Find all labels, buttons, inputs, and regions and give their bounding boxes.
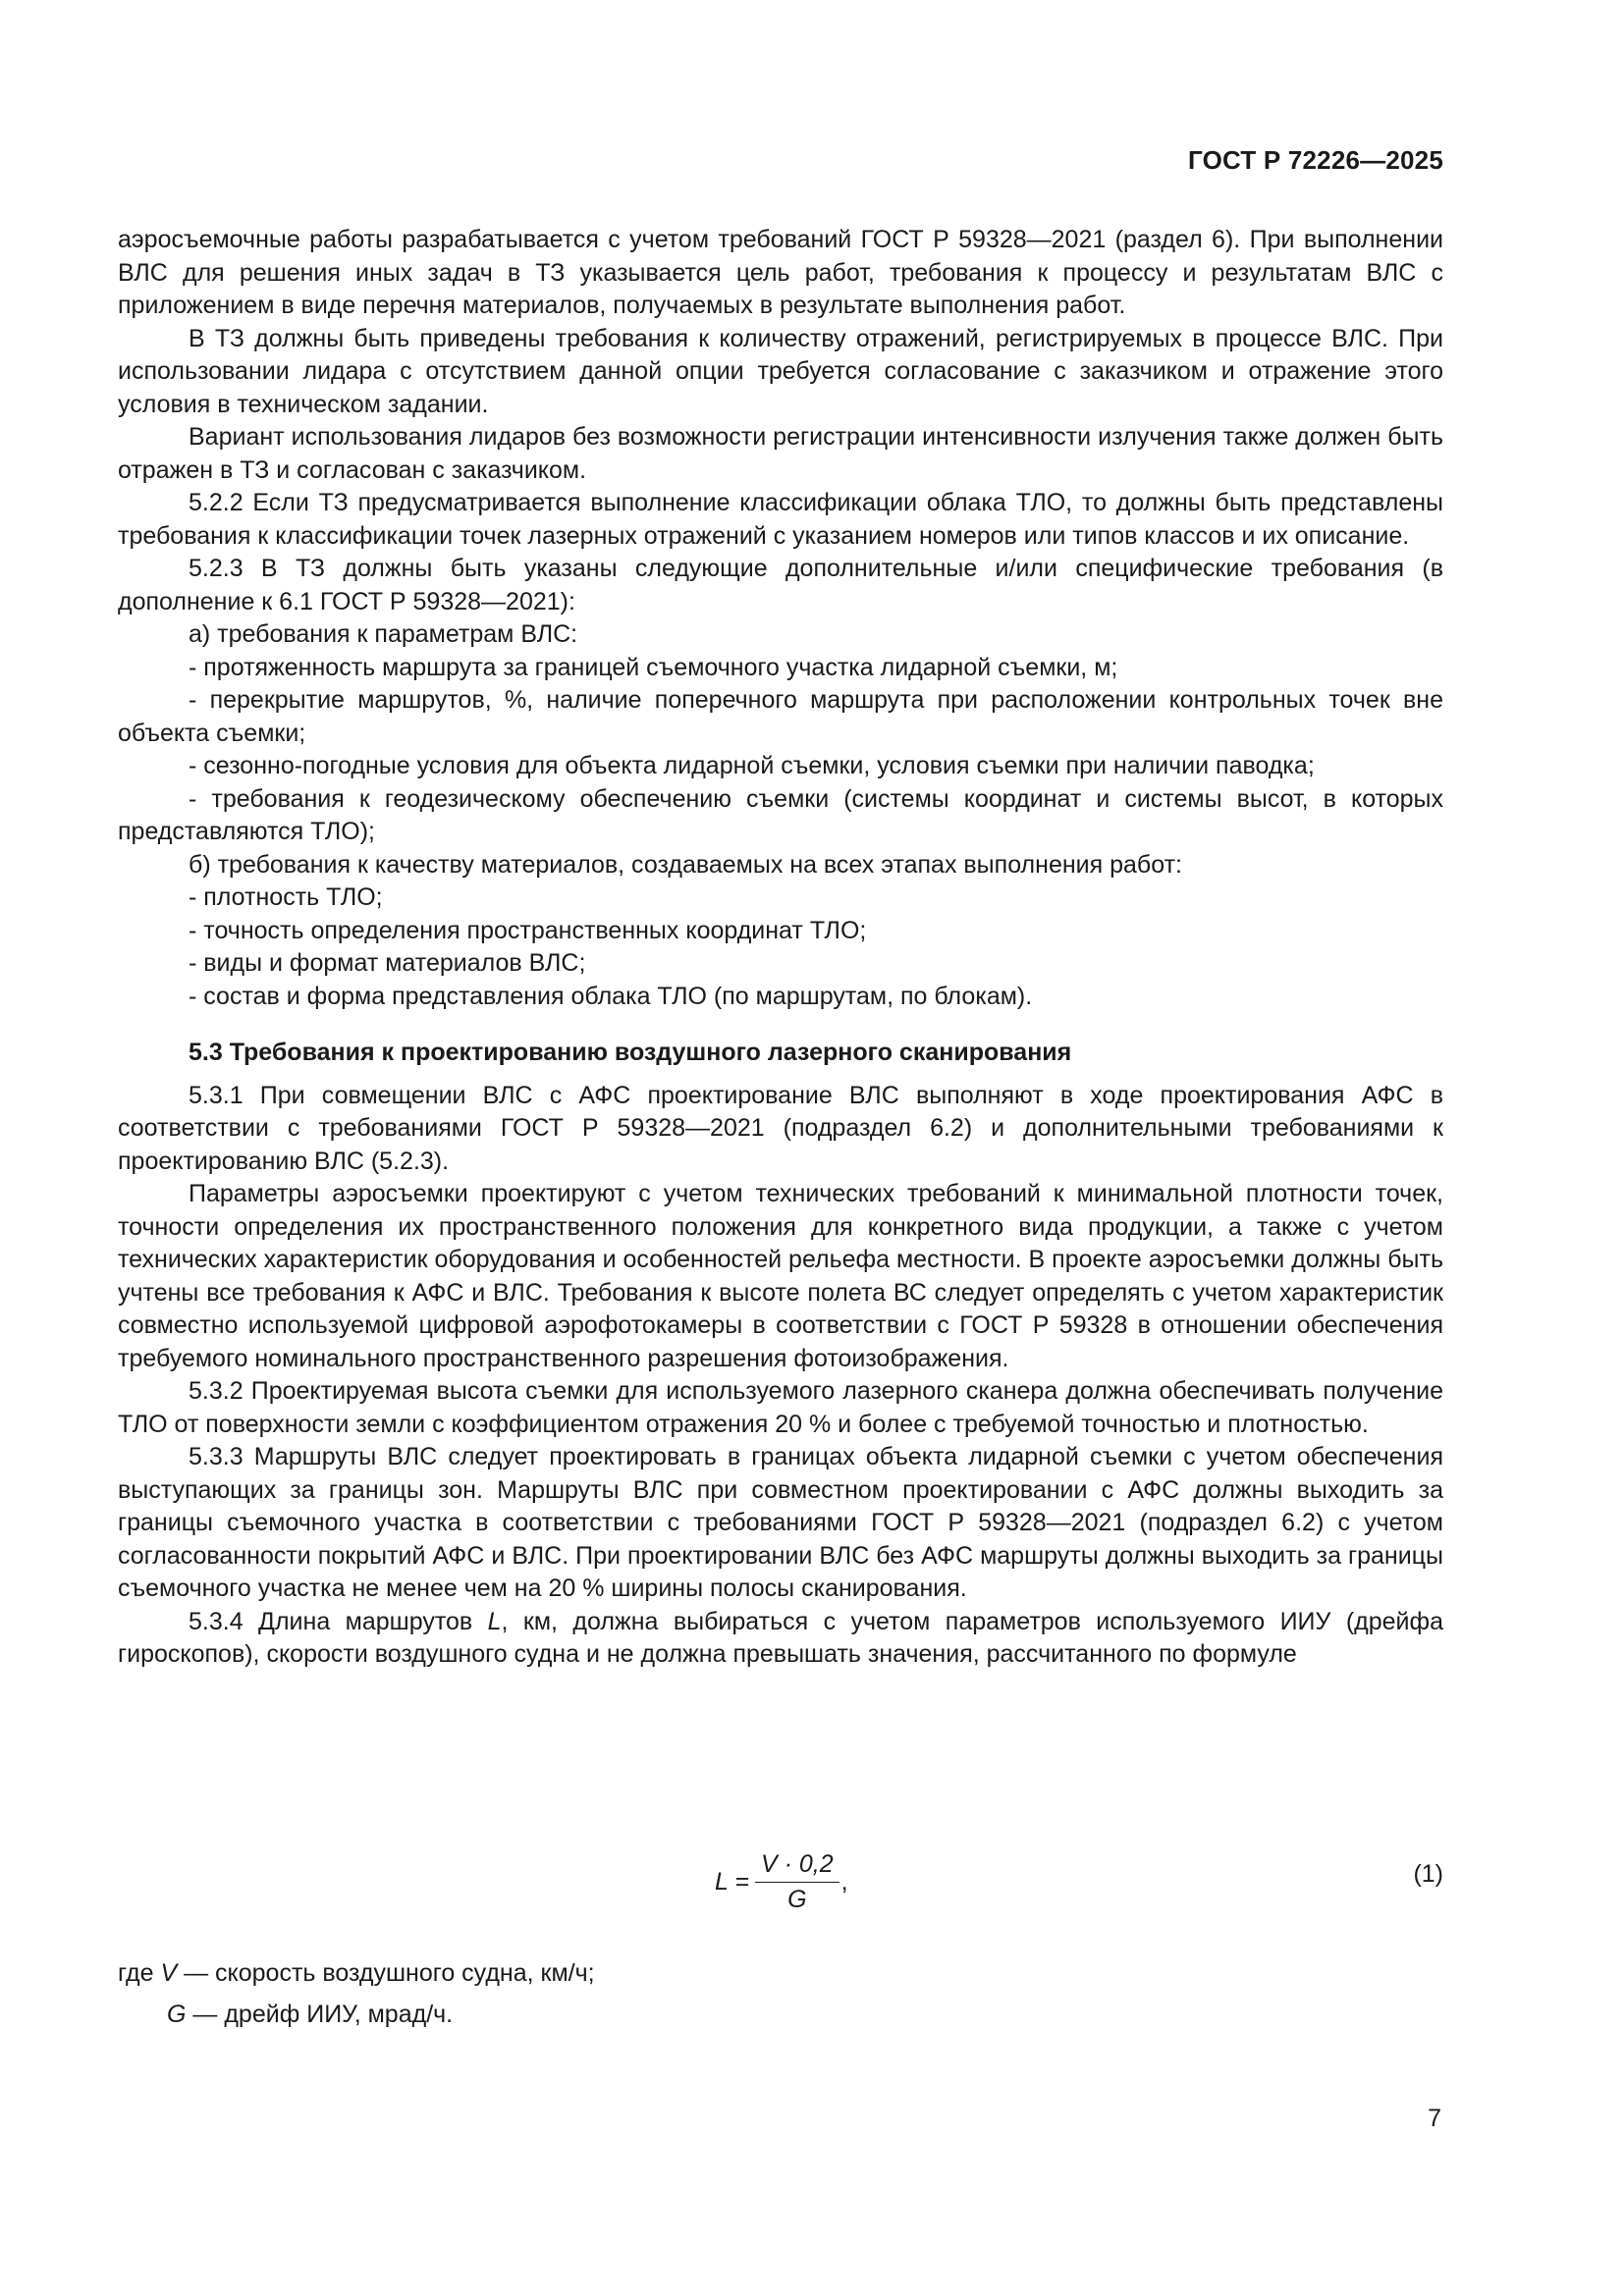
definition-v-text: — скорость воздушного судна, км/ч; bbox=[177, 1959, 595, 1987]
paragraph: - точность определения пространственных координат ТЛО; bbox=[189, 916, 867, 944]
paragraph: - состав и форма представления облака ТЛО (по маршрутам, по блокам). bbox=[189, 982, 1033, 1010]
paragraph: аэросъемочные работы разрабатывается с учетом требований ГОСТ Р 59328—2021 (раздел 6). При выполнении ВЛС для решения иных задач в ТЗ указывается цель работ, требования к процессу и результатам ВЛС с приложением в виде перечня материалов, получаемых в результате выполнения работ. bbox=[118, 226, 1443, 319]
formula-denominator: G bbox=[787, 1886, 807, 1913]
paragraph: 5.2.3 В ТЗ должны быть указаны следующие дополнительные и/или специфические требования (в дополнение к 6.1 ГОСТ Р 59328—2021): bbox=[118, 555, 1443, 615]
paragraph-5-3-4 bbox=[118, 1606, 1443, 1672]
paragraph: - плотность ТЛО; bbox=[189, 883, 383, 911]
symbol-v: V bbox=[160, 1959, 178, 1987]
equation-number: (1) bbox=[1413, 1860, 1443, 1888]
paragraph: Параметры аэросъемки проектируют с учетом технических требований к минимальной плотности точек, точности определения их пространственного положения для конкретного вида продукции, а также с учетом технических характеристик оборудования и особенностей рельефа местности. В проекте аэросъемки должны быть учтены все требования к АФС и ВЛС. Требования к высоте полета ВС следует определять с учетом характеристик совместно используемой цифровой аэрофотокамеры в соответствии с ГОСТ Р 59328 в отношении обеспечения требуемого номинального пространственного разрешения фотоизображения. bbox=[118, 1180, 1443, 1372]
formula-numerator: V · 0,2 bbox=[755, 1850, 839, 1883]
paragraph: 5.3.3 Маршруты ВЛС следует проектировать в границах объекта лидарной съемки с учетом обеспечения выступающих за границы зон. Маршруты ВЛС при совместном проектировании с АФС должны выходить за границы съемочного участка в соответствии с требованиями ГОСТ Р 59328—2021 (подраздел 6.2) с учетом согласованности покрытий АФС и ВЛС. При проектировании ВЛС без АФС маршруты должны выходить за границы съемочного участка не менее чем на 20 % ширины полосы сканирования. bbox=[118, 1443, 1443, 1602]
paragraph: - перекрытие маршрутов, %, наличие поперечного маршрута при расположении контрольных точек вне объекта съемки; bbox=[118, 686, 1443, 747]
paragraph: Вариант использования лидаров без возможности регистрации интенсивности излучения также должен быть отражен в ТЗ и согласован с заказчиком. bbox=[118, 423, 1443, 484]
symbol-g: G bbox=[167, 2001, 187, 2028]
definition-v bbox=[118, 1952, 595, 1994]
formula-comma: , bbox=[840, 1868, 848, 1896]
paragraph: - требования к геодезическому обеспечению съемки (системы координат и системы высот, в которых представляются ТЛО); bbox=[118, 784, 1443, 845]
document-code-header: ГОСТ Р 72226—2025 bbox=[1188, 145, 1443, 175]
variable-definitions bbox=[118, 1952, 595, 2035]
section-heading: 5.3 Требования к проектированию воздушного лазерного сканирования bbox=[189, 1039, 1072, 1066]
definition-g bbox=[118, 1994, 595, 2035]
paragraph: 5.3.2 Проектируемая высота съемки для используемого лазерного сканера должна обеспечивать получение ТЛО от поверхности земли с коэффициентом отражения 20 % и более с требуемой точностью и плотностью. bbox=[118, 1377, 1443, 1438]
paragraph-5-3-4-var: L bbox=[487, 1607, 502, 1635]
paragraph-5-3-4-before: 5.3.4 Длина маршрутов bbox=[189, 1607, 488, 1635]
fraction bbox=[755, 1850, 839, 1914]
page-number: 7 bbox=[1428, 2105, 1441, 2132]
paragraph: В ТЗ должны быть приведены требования к количеству отражений, регистрируемых в процессе ВЛС. При использовании лидара с отсутствием данной опции требуется согласование с заказчиком и отражение этого условия в техническом задании. bbox=[118, 324, 1443, 418]
paragraph: - виды и формат материалов ВЛС; bbox=[189, 949, 586, 977]
document-body bbox=[118, 224, 1443, 1672]
paragraph: - сезонно-погодные условия для объекта лидарной съемки, условия съемки при наличии паводка; bbox=[189, 752, 1315, 779]
where-prefix: где bbox=[118, 1959, 161, 1987]
paragraph-5-3-4-after: , км, должна выбираться с учетом параметров используемого ИИУ (дрейфа гироскопов), скорости воздушного судна и не должна превышать значения, рассчитанного по формуле bbox=[118, 1607, 1443, 1668]
paragraph: 5.2.2 Если ТЗ предусматривается выполнение классификации облака ТЛО, то должны быть представлены требования к классификации точек лазерных отражений с указанием номеров или типов классов и их описание. bbox=[118, 489, 1443, 550]
formula bbox=[715, 1850, 848, 1914]
definition-g-text: — дрейф ИИУ, мрад/ч. bbox=[186, 2001, 454, 2028]
paragraph: а) требования к параметрам ВЛС: bbox=[189, 620, 578, 648]
paragraph: - протяженность маршрута за границей съемочного участка лидарной съемки, м; bbox=[189, 653, 1118, 681]
formula-lhs: L = bbox=[715, 1868, 749, 1896]
paragraph: 5.3.1 При совмещении ВЛС с АФС проектирование ВЛС выполняют в ходе проектирования АФС в соответствии с требованиями ГОСТ Р 59328—2021 (подраздел 6.2) и дополнительными требованиями к проектированию ВЛС (5.2.3). bbox=[118, 1081, 1443, 1175]
paragraph: б) требования к качеству материалов, создаваемых на всех этапах выполнения работ: bbox=[189, 850, 1182, 879]
